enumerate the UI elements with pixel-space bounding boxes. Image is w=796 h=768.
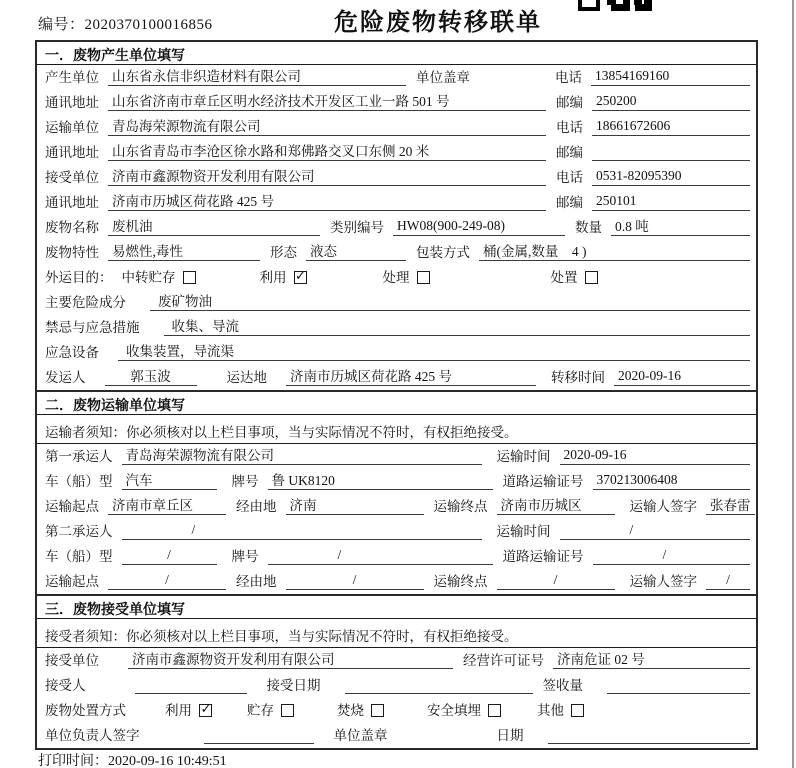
- sign-label: 运输人签字: [629, 574, 697, 589]
- document-header: [0, 0, 796, 40]
- disposal-option-other: [537, 699, 584, 719]
- carrier2-plate-value: /: [268, 547, 493, 565]
- carrier2-value: /: [122, 522, 482, 540]
- carrier2-label: 第二承运人: [45, 524, 113, 539]
- option-label: 其他: [537, 703, 564, 718]
- transporter-phone-value: 18661672606: [592, 118, 750, 136]
- receiver-value: 济南市鑫源物资开发利用有限公司: [108, 165, 546, 186]
- disposal-option-utilize: [165, 699, 247, 719]
- disposal-option-incinerate: [337, 699, 427, 719]
- option-label: 处置: [550, 270, 578, 285]
- carrier1-label: 第一承运人: [45, 449, 113, 464]
- print-time-line: [38, 750, 227, 768]
- end-label: 运输终点: [433, 574, 488, 589]
- purpose-option-treat: [383, 266, 551, 286]
- carrier2-row: [37, 519, 756, 544]
- form-label: 形态: [270, 245, 297, 260]
- carrier1-road-permit-value: 370213006408: [593, 472, 751, 490]
- unit-seal-label: 单位盖章: [416, 70, 470, 85]
- equipment-value: 收集装置，导流渠: [118, 340, 750, 361]
- zip-label: 邮编: [556, 145, 583, 160]
- page-edge-line: [792, 0, 794, 768]
- transporter-label: 运输单位: [45, 120, 99, 135]
- transporter-value: 青岛海荣源物流有限公司: [108, 115, 546, 136]
- option-label: 利用: [259, 270, 287, 285]
- producer-label: 产生单位: [45, 70, 99, 85]
- transporter-zip-value: [592, 143, 750, 161]
- plate-label: 牌号: [231, 549, 259, 564]
- via-label: 经由地: [236, 499, 277, 514]
- waste-characteristics-row: [37, 240, 756, 265]
- carrier1-vehicle-row: [37, 469, 756, 494]
- accept-date-value: [345, 676, 533, 694]
- transporter-row: [37, 115, 756, 140]
- consignor-label: 发运人: [45, 370, 86, 385]
- phone-label: 电话: [555, 70, 582, 85]
- producer-phone-value: 13854169160: [591, 68, 750, 86]
- transporter-address-value: 山东省青岛市李沧区徐水路和郑佛路交叉口东侧 20 米: [108, 140, 546, 161]
- checkbox-treat: [417, 271, 430, 284]
- receiver-address-row: [37, 190, 756, 215]
- option-label: 利用: [165, 703, 192, 718]
- unit-seal-label: 单位盖章: [333, 728, 388, 743]
- disposal-option-store: [247, 699, 337, 719]
- checkbox-disposal-incinerate: [371, 704, 384, 717]
- consignor-row: [37, 365, 756, 390]
- carrier1-route-row: [37, 494, 756, 519]
- characteristics-value: 易燃性,毒性: [108, 240, 260, 261]
- receiving-unit-value: 济南市鑫源物资开发利用有限公司: [128, 648, 453, 669]
- purpose-option-transfer-storage: [122, 266, 260, 286]
- producer-row: [37, 65, 756, 90]
- disposal-method-row: [37, 698, 756, 723]
- carrier1-end-value: 济南市历城区: [497, 494, 615, 515]
- purpose-option-utilize: [260, 266, 383, 286]
- option-label: 贮存: [247, 703, 274, 718]
- carrier2-origin-value: /: [108, 572, 226, 590]
- sign-label: 运输人签字: [629, 499, 697, 514]
- vehicle-type-label: 车（船）型: [45, 549, 113, 564]
- characteristics-label: 废物特性: [45, 245, 99, 260]
- received-qty-value: [607, 676, 750, 694]
- carrier1-via-value: 济南: [286, 494, 424, 515]
- purpose-label: 外运目的：: [45, 270, 113, 285]
- checkbox-disposal-store: [281, 704, 294, 717]
- carrier2-vehicle-value: /: [122, 547, 217, 565]
- manager-sign-value: [204, 726, 314, 744]
- receiver-row: [37, 165, 756, 190]
- carrier2-road-permit-value: /: [593, 547, 751, 565]
- qr-code-fragment-icon: [578, 0, 652, 11]
- option-label: 中转贮存: [121, 270, 176, 285]
- section-receiver: [37, 594, 756, 748]
- serial-number: 2020370100016856: [84, 17, 213, 33]
- purpose-row: [37, 265, 756, 290]
- checkbox-disposal-utilize: [199, 704, 212, 717]
- category-value: HW08(900-249-08): [393, 218, 565, 236]
- receiver-notice: 接受者须知：你必须核对以上栏目事项，当与实际情况不符时，有权拒绝接受。: [37, 619, 756, 648]
- section3-header: 三．废物接受单位填写: [37, 596, 756, 619]
- license-value: 济南危证 02 号: [553, 648, 750, 669]
- transfer-time-label: 转移时间: [551, 370, 605, 385]
- acceptor-value: [135, 676, 247, 694]
- transfer-time-value: 2020-09-16: [614, 368, 750, 386]
- transfer-form-table: [35, 40, 758, 750]
- carrier2-via-value: /: [286, 572, 424, 590]
- vehicle-type-label: 车（船）型: [45, 474, 113, 489]
- carrier1-time-value: 2020-09-16: [560, 447, 751, 465]
- section-transporter: [37, 390, 756, 594]
- checkbox-disposal-other: [571, 704, 584, 717]
- carrier1-row: [37, 444, 756, 469]
- producer-address-row: [37, 90, 756, 115]
- emergency-label: 禁忌与应急措施: [45, 320, 140, 335]
- section2-header: 二．废物运输单位填写: [37, 392, 756, 415]
- receiver-zip-value: 250101: [592, 193, 750, 211]
- carrier1-vehicle-value: 汽车: [122, 469, 217, 490]
- purpose-option-dispose: [551, 266, 598, 286]
- hazard-value: 废矿物油: [150, 290, 750, 311]
- address-label: 通讯地址: [45, 145, 99, 160]
- road-permit-label: 道路运输证号: [502, 474, 584, 489]
- receiving-unit-label: 接受单位: [45, 653, 99, 668]
- carrier2-time-value: /: [560, 522, 751, 540]
- transporter-notice: 运输者须知：你必须核对以上栏目事项，当与实际情况不符时，有权拒绝接受。: [37, 415, 756, 444]
- producer-value: 山东省永信非织造材料有限公司: [108, 65, 406, 86]
- manager-sign-row: [37, 723, 756, 748]
- received-qty-label: 签收量: [542, 678, 583, 693]
- receiver-phone-value: 0531-82095390: [592, 168, 750, 186]
- quantity-label: 数量: [575, 220, 602, 235]
- emergency-value: 收集、导流: [164, 315, 751, 336]
- end-label: 运输终点: [433, 499, 488, 514]
- receiver-label: 接受单位: [45, 170, 99, 185]
- waste-name-label: 废物名称: [45, 220, 99, 235]
- print-time-label: 打印时间：: [38, 754, 108, 768]
- serial-number-line: [38, 13, 213, 34]
- section1-header: 一．废物产生单位填写: [37, 42, 756, 65]
- receiver-address-value: 济南市历城区荷花路 425 号: [108, 190, 546, 211]
- transport-time-label: 运输时间: [496, 524, 551, 539]
- carrier2-sign-value: /: [706, 572, 750, 590]
- emergency-row: [37, 315, 756, 340]
- disposal-option-landfill: [427, 699, 537, 719]
- carrier1-sign-value: 张春雷: [706, 494, 755, 515]
- category-label: 类别编号: [330, 220, 384, 235]
- option-label: 焚烧: [337, 703, 364, 718]
- carrier1-origin-value: 济南市章丘区: [108, 494, 226, 515]
- waste-name-value: 废机油: [108, 215, 320, 236]
- section-producer: [37, 42, 756, 390]
- date-value: [548, 726, 751, 744]
- checkbox-transfer-storage: [183, 271, 196, 284]
- carrier2-route-row: [37, 569, 756, 594]
- phone-label: 电话: [556, 170, 583, 185]
- packing-label: 包装方式: [416, 245, 470, 260]
- address-label: 通讯地址: [45, 95, 99, 110]
- checkbox-disposal-landfill: [488, 704, 501, 717]
- acceptor-label: 接受人: [45, 678, 86, 693]
- equipment-row: [37, 340, 756, 365]
- via-label: 经由地: [236, 574, 277, 589]
- consignor-value: 郭玉波: [105, 365, 197, 386]
- hazard-label: 主要危险成分: [45, 295, 126, 310]
- address-label: 通讯地址: [45, 195, 99, 210]
- carrier1-plate-value: 鲁 UK8120: [268, 469, 493, 490]
- serial-label: 编号：: [38, 17, 85, 33]
- equipment-label: 应急设备: [45, 345, 99, 360]
- quantity-value: 0.8 吨: [611, 215, 750, 236]
- hazard-row: [37, 290, 756, 315]
- producer-address-value: 山东省济南市章丘区明水经济技术开发区工业一路 501 号: [108, 90, 546, 111]
- date-label: 日期: [496, 728, 524, 743]
- waste-name-row: [37, 215, 756, 240]
- plate-label: 牌号: [231, 474, 259, 489]
- disposal-method-label: 废物处置方式: [45, 703, 126, 718]
- carrier2-end-value: /: [497, 572, 615, 590]
- print-time-value: 2020-09-16 10:49:51: [108, 754, 227, 768]
- packing-value: 桶(金属,数量 4 ): [479, 240, 750, 261]
- receiving-unit-row: [37, 648, 756, 673]
- acceptor-row: [37, 673, 756, 698]
- zip-label: 邮编: [556, 195, 583, 210]
- producer-zip-value: 250200: [592, 93, 750, 111]
- option-label: 安全填埋: [427, 703, 481, 718]
- destination-label: 运达地: [226, 370, 267, 385]
- zip-label: 邮编: [556, 95, 583, 110]
- form-value: 液态: [306, 240, 406, 261]
- destination-value: 济南市历城区荷花路 425 号: [286, 365, 536, 386]
- option-label: 处理: [382, 270, 410, 285]
- license-label: 经营许可证号: [463, 653, 544, 668]
- road-permit-label: 道路运输证号: [502, 549, 584, 564]
- origin-label: 运输起点: [45, 499, 99, 514]
- checkbox-utilize: [294, 271, 307, 284]
- checkbox-dispose: [585, 271, 598, 284]
- carrier2-vehicle-row: [37, 544, 756, 569]
- transporter-address-row: [37, 140, 756, 165]
- manager-sign-label: 单位负责人签字: [45, 728, 140, 743]
- carrier1-value: 青岛海荣源物流有限公司: [122, 444, 482, 465]
- origin-label: 运输起点: [45, 574, 99, 589]
- accept-date-label: 接受日期: [266, 678, 321, 693]
- phone-label: 电话: [556, 120, 583, 135]
- transport-time-label: 运输时间: [496, 449, 551, 464]
- page-title: 危险废物转移联单: [334, 10, 542, 36]
